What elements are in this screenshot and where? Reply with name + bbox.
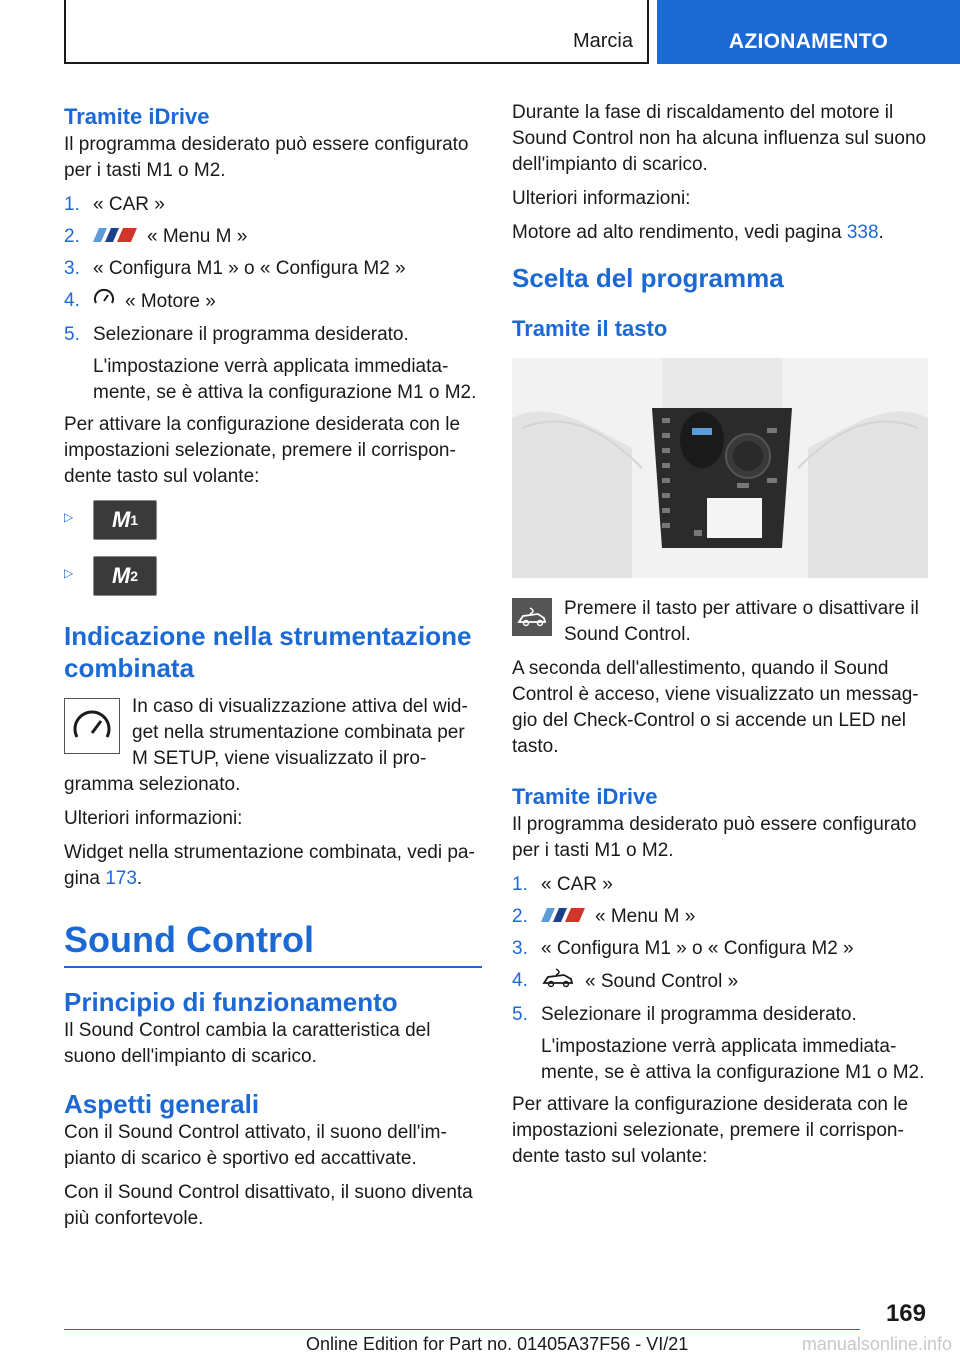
- button-heading: Tramite il tasto: [512, 316, 668, 341]
- step-subtext: L'impostazione verrà applicata immediatamente, se è attiva la configurazione M1 o M2.: [541, 1036, 925, 1084]
- idrive-steps-right: [512, 872, 932, 1086]
- idrive-intro-right: Il programma desiderato può essere configurato per i tasti M1 o M2.: [512, 814, 917, 861]
- list-item: [64, 224, 482, 250]
- sound-control-icon: [512, 598, 552, 636]
- steering-buttons-list: [64, 500, 482, 596]
- step-text: « Menu M »: [595, 906, 696, 928]
- step-number: 5.: [64, 324, 80, 346]
- right-column: [512, 100, 932, 1178]
- equipment-text: A seconda dell'allestimento, quando il Sound Control è acceso, viene visualizzato un messaggio del Check-Control o si accende un LED nel tasto.: [512, 658, 919, 757]
- list-item: [64, 322, 482, 406]
- activate-text-right: Per attivare la configurazione desiderata con le impostazioni selezionate, premere il corrispondente tasto sul volante:: [512, 1094, 909, 1168]
- list-item: [64, 500, 482, 540]
- header-tab-azionamento[interactable]: [657, 0, 960, 64]
- step-text: Selezionare il programma desiderato.: [93, 324, 409, 346]
- step-text: « Configura M1 » o « Configura M2 »: [93, 258, 406, 280]
- display-text: In caso di visualizzazione attiva del widget nella strumentazione combinata per M SETUP, viene visualizzato il programma selezionato.: [64, 696, 468, 796]
- list-item: [64, 288, 482, 316]
- watermark: manualsonline.info: [801, 1334, 952, 1354]
- m2-label: M: [111, 563, 131, 589]
- step-number: 4.: [64, 290, 80, 312]
- footer-edition: Online Edition for Part no. 01405A37F56 - VI/21: [306, 1334, 689, 1354]
- step-subtext: L'impostazione verrà applicata immediatamente, se è attiva la configurazione M1 o M2.: [93, 356, 477, 404]
- step-text: « Sound Control »: [585, 971, 739, 993]
- step-number: 3.: [512, 938, 528, 960]
- header-tab-marcia-label: Marcia: [572, 30, 633, 52]
- list-item: [512, 968, 932, 996]
- engine-text: Motore ad alto rendimento, vedi pagina: [512, 222, 847, 243]
- m2-button: [93, 556, 157, 596]
- left-column: [64, 100, 482, 1240]
- principle-heading: Principio di funzionamento: [64, 987, 398, 1018]
- header-tab-marcia[interactable]: [64, 0, 649, 64]
- list-item: [64, 556, 482, 596]
- more-info-label-left: Ulteriori informazioni:: [64, 808, 243, 830]
- idrive-heading-right: Tramite iDrive: [512, 784, 658, 809]
- widget-reference: [64, 840, 482, 892]
- display-paragraph: [64, 694, 482, 798]
- engine-reference: [512, 220, 932, 246]
- gauge-icon: [93, 288, 115, 316]
- activate-text-left: Per attivare la configurazione desiderata con le impostazioni selezionate, premere il corrispondente tasto sul volante:: [64, 414, 461, 488]
- triangle-bullet-icon: ▷: [64, 566, 74, 581]
- general-heading: Aspetti generali: [64, 1089, 260, 1120]
- header-tab-azionamento-label: AZIONAMENTO: [728, 30, 889, 53]
- widget-period: .: [136, 868, 143, 890]
- step-number: 2.: [512, 906, 528, 927]
- m-stripes-icon: [541, 904, 585, 930]
- list-item: [64, 192, 482, 218]
- engine-page-link[interactable]: 338: [846, 222, 879, 243]
- sound-control-heading: Sound Control: [64, 918, 482, 968]
- step-text: Selezionare il programma desiderato.: [541, 1004, 857, 1026]
- idrive-steps-left: [64, 192, 482, 406]
- step-number: 5.: [512, 1004, 528, 1026]
- step-text: « CAR »: [93, 194, 165, 215]
- step-number: 1.: [64, 194, 80, 215]
- principle-text: Il Sound Control cambia la caratteristica del suono dell'impianto di scarico.: [64, 1020, 431, 1068]
- step-number: 3.: [64, 258, 80, 280]
- more-info-label-right: Ulteriori informazioni:: [512, 188, 691, 209]
- list-item: [64, 256, 482, 282]
- center-console-photo: [512, 358, 928, 578]
- step-text: « Menu M »: [147, 226, 248, 248]
- page-number: 169: [885, 1300, 926, 1327]
- gauge-icon: [64, 698, 120, 754]
- list-item: [512, 936, 932, 962]
- press-paragraph: [512, 596, 932, 648]
- m-stripes-icon: [93, 224, 137, 250]
- step-text: « CAR »: [541, 874, 613, 895]
- list-item: [512, 872, 932, 898]
- general-text-1: Con il Sound Control attivato, il suono dell'impianto di scarico è sportivo ed accattivate.: [64, 1122, 447, 1170]
- list-item: [512, 1002, 932, 1086]
- triangle-bullet-icon: ▷: [64, 510, 74, 525]
- step-text: « Configura M1 » o « Configura M2 »: [541, 938, 854, 960]
- m1-button: [93, 500, 157, 540]
- step-number: 4.: [512, 970, 528, 992]
- widget-page-link[interactable]: 173: [105, 868, 137, 890]
- engine-period: .: [878, 222, 884, 243]
- idrive-intro-left: Il programma desiderato può essere configurato per i tasti M1 o M2.: [64, 134, 469, 181]
- general-text-2: Con il Sound Control disattivato, il suono diventa più confortevole.: [64, 1182, 473, 1230]
- step-text: « Motore »: [125, 291, 216, 313]
- display-heading: Indicazione nella strumentazione combinata: [64, 621, 472, 684]
- program-heading: Scelta del programma: [512, 263, 784, 293]
- idrive-heading-left: Tramite iDrive: [64, 104, 210, 129]
- press-text: Premere il tasto per attivare o disattivare il Sound Control.: [564, 598, 919, 645]
- footer-divider: [64, 1329, 860, 1330]
- list-item: [512, 904, 932, 930]
- widget-text: Widget nella strumentazione combinata, vedi pagina: [64, 842, 475, 890]
- step-number: 2.: [64, 226, 80, 247]
- m2-sup: 2: [130, 568, 139, 585]
- step-number: 1.: [512, 874, 528, 895]
- sound-control-icon: [541, 968, 575, 996]
- m1-label: M: [111, 507, 131, 533]
- warmup-text: Durante la fase di riscaldamento del motore il Sound Control non ha alcuna influenza sul suono dell'impianto di scarico.: [512, 102, 927, 175]
- m1-sup: 1: [130, 512, 139, 529]
